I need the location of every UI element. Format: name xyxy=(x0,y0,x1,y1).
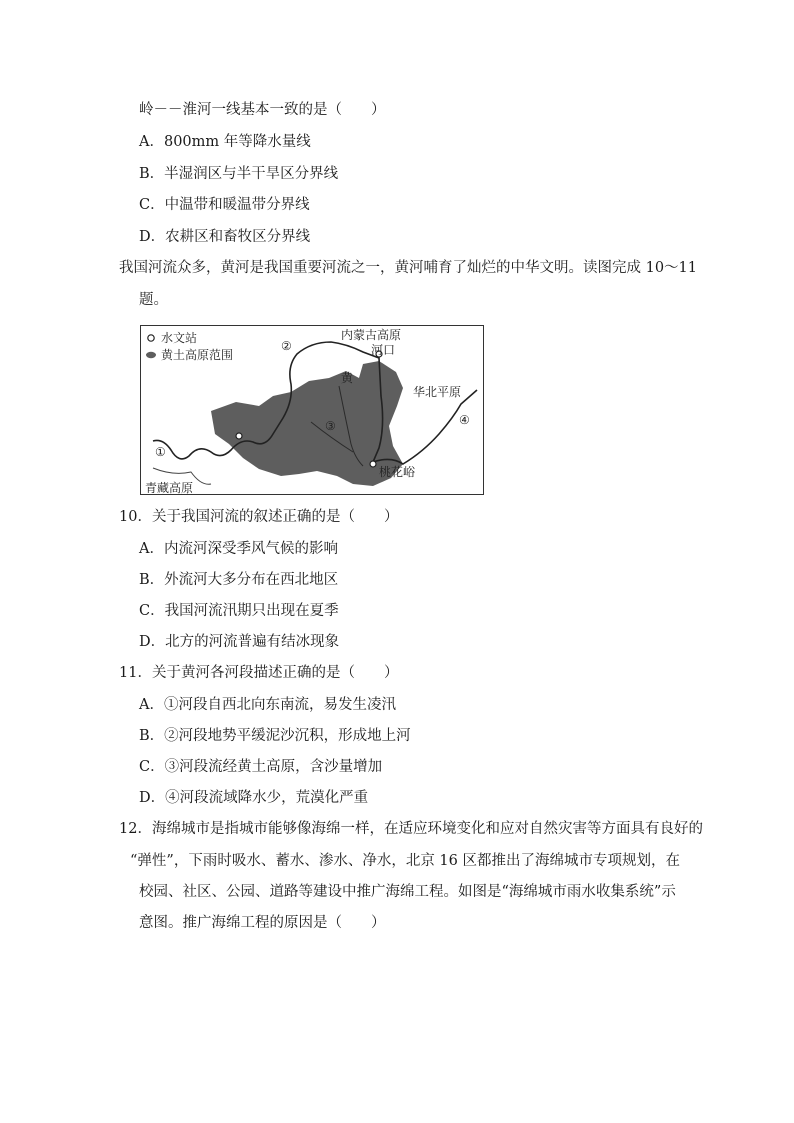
q10-option-d: D．北方的河流普遍有结冰现象 xyxy=(139,634,340,650)
q10-option-b: B．外流河大多分布在西北地区 xyxy=(139,572,339,588)
marker-2: ② xyxy=(281,339,292,353)
q9-option-d: D．农耕区和畜牧区分界线 xyxy=(139,229,311,245)
q11-stem: 11．关于黄河各河段描述正确的是（ ） xyxy=(119,665,399,681)
q9-option-a: A．800mm 年等降水量线 xyxy=(139,134,311,150)
marker-3: ③ xyxy=(325,419,336,433)
q12-line-3: 校园、社区、公园、道路等建设中推广海绵工程。如图是“海绵城市雨水收集系统”示 xyxy=(139,884,676,900)
legend-station-label: 水文站 xyxy=(161,331,198,345)
intro-line-2: 题。 xyxy=(139,292,168,308)
q9-option-b: B．半湿润区与半干旱区分界线 xyxy=(139,166,339,182)
marker-4: ④ xyxy=(459,413,470,427)
label-taohuayu: 桃花峪 xyxy=(379,465,416,479)
intro-line-1: 我国河流众多，黄河是我国重要河流之一，黄河哺育了灿烂的中华文明。读图完成 10～11 xyxy=(119,260,698,276)
q11-option-a: A．①河段自西北向东南流，易发生凌汛 xyxy=(139,697,396,713)
q10-option-c: C．我国河流汛期只出现在夏季 xyxy=(139,603,339,619)
q11-option-c: C．③河段流经黄土高原，含沙量增加 xyxy=(139,759,383,775)
label-qinghai-tibet: 青藏高原 xyxy=(145,481,194,494)
marker-1: ① xyxy=(155,445,166,459)
q9-option-c: C．中温带和暖温带分界线 xyxy=(139,197,310,213)
station-upper-icon xyxy=(236,433,242,439)
yellow-river-map-svg xyxy=(141,326,483,494)
q10-stem: 10．关于我国河流的叙述正确的是（ ） xyxy=(119,509,399,525)
yellow-river-map xyxy=(140,325,484,495)
q11-option-d: D．④河段流域降水少，荒漠化严重 xyxy=(139,790,369,806)
legend-loess-swatch xyxy=(146,352,156,358)
q12-line-4: 意图。推广海绵工程的原因是（ ） xyxy=(139,915,386,931)
label-hekou: 河口 xyxy=(371,343,396,357)
label-huang: 黄 xyxy=(341,371,354,385)
legend-station-icon xyxy=(148,335,154,341)
legend-loess-label: 黄土高原范围 xyxy=(161,348,234,362)
station-taohuayu-icon xyxy=(370,461,376,467)
label-inner-mongolia: 内蒙古高原 xyxy=(341,328,402,342)
q10-option-a: A．内流河深受季风气候的影响 xyxy=(139,541,338,557)
q9-stem-tail: 岭－－淮河一线基本一致的是（ ） xyxy=(139,102,386,118)
q12-line-2: “弹性”，下雨时吸水、蓄水、渗水、净水，北京 16 区都推出了海绵城市专项规划，在 xyxy=(130,853,680,869)
label-north-china-plain: 华北平原 xyxy=(413,385,462,399)
q12-line-1: 12．海绵城市是指城市能够像海绵一样，在适应环境变化和应对自然灾害等方面具有良好的 xyxy=(119,821,703,837)
q11-option-b: B．②河段地势平缓泥沙沉积，形成地上河 xyxy=(139,728,411,744)
